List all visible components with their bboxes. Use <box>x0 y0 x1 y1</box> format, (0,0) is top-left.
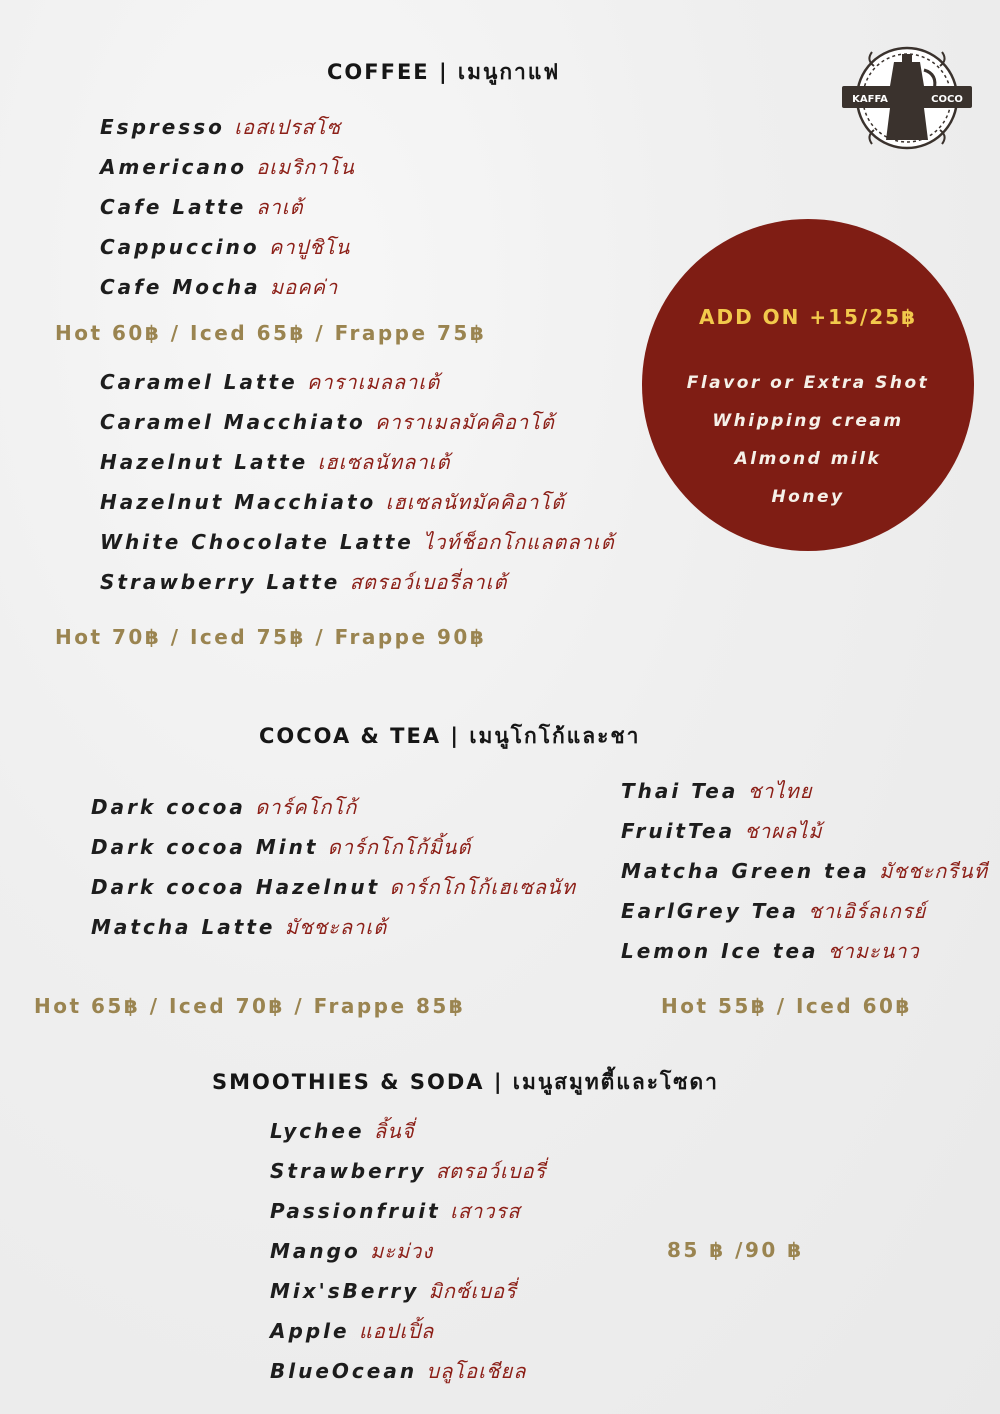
item-name-en: Cafe Latte <box>100 195 257 219</box>
menu-item <box>270 1157 546 1185</box>
item-name-en: Espresso <box>100 115 225 139</box>
item-name-en: Lemon Ice tea <box>621 939 819 963</box>
item-name-th: คาราเมลมัคคิอาโต้ <box>375 410 555 434</box>
menu-item <box>100 193 355 221</box>
item-name-th: มะม่วง <box>370 1239 434 1263</box>
logo-text-right: COCO <box>931 94 963 105</box>
addon-item: Honey <box>771 487 845 507</box>
menu-item <box>91 913 576 941</box>
tea-list <box>621 777 988 965</box>
menu-item <box>100 233 355 261</box>
item-name-en: BlueOcean <box>270 1359 418 1383</box>
coffee-price-1: Hot 60฿ / Iced 65฿ / Frappe 75฿ <box>55 321 487 345</box>
item-name-th: เฮเซลนัทมัคคิอาโต้ <box>385 490 566 514</box>
menu-item <box>621 937 988 965</box>
item-name-en: Caramel Latte <box>100 370 298 394</box>
coffee-list-2 <box>100 368 615 596</box>
smoothies-list <box>270 1117 546 1385</box>
menu-item <box>91 833 576 861</box>
cocoa-list <box>91 793 576 941</box>
item-name-en: Mix'sBerry <box>270 1279 420 1303</box>
item-name-th: ดาร์กโกโก้เฮเซลนัท <box>389 875 576 899</box>
menu-item <box>100 488 615 516</box>
item-name-en: Lychee <box>270 1119 365 1143</box>
item-name-th: สตรอว์เบอรี่ลาเต้ <box>349 570 508 594</box>
item-name-en: Strawberry Latte <box>100 570 341 594</box>
item-name-th: เสาวรส <box>450 1199 521 1223</box>
item-name-th: มัชชะกรีนที <box>879 859 988 883</box>
tea-price: Hot 55฿ / Iced 60฿ <box>661 994 912 1018</box>
item-name-en: Hazelnut Macchiato <box>100 490 377 514</box>
item-name-en: EarlGrey Tea <box>621 899 799 923</box>
item-name-en: Mango <box>270 1239 361 1263</box>
item-name-th: ชาไทย <box>747 779 813 803</box>
item-name-en: Hazelnut Latte <box>100 450 309 474</box>
item-name-en: Cappuccino <box>100 235 260 259</box>
addon-title: ADD ON +15/25฿ <box>699 305 917 329</box>
smoothies-price: 85 ฿ /90 ฿ <box>667 1238 804 1262</box>
menu-item <box>100 368 615 396</box>
item-name-en: Matcha Latte <box>91 915 276 939</box>
menu-item <box>91 873 576 901</box>
menu-item <box>621 897 988 925</box>
item-name-th: ลิ้นจี่ <box>373 1119 415 1143</box>
menu-item <box>270 1277 546 1305</box>
smoothies-section-title: SMOOTHIES & SODA | เมนูสมูทตี้และโซดา <box>212 1070 719 1094</box>
item-name-en: Passionfruit <box>270 1199 441 1223</box>
item-name-en: Thai Tea <box>621 779 739 803</box>
coffee-section-title: COFFEE | เมนูกาแฟ <box>327 60 561 84</box>
kaffa-coco-logo <box>836 42 978 154</box>
logo-text-left: KAFFA <box>852 94 888 105</box>
menu-item <box>270 1117 546 1145</box>
moka-pot-icon <box>836 42 978 154</box>
item-name-th: ชาเอิร์ลเกรย์ <box>808 899 927 923</box>
addon-item: Flavor or Extra Shot <box>686 373 930 393</box>
item-name-th: ดาร์คโกโก้ <box>255 795 358 819</box>
item-name-th: สตรอว์เบอรี่ <box>435 1159 547 1183</box>
menu-item <box>270 1197 546 1225</box>
menu-item <box>100 528 615 556</box>
item-name-th: เอสเปรสโซ <box>234 115 342 139</box>
item-name-th: มิกซ์เบอรี่ <box>428 1279 517 1303</box>
item-name-en: FruitTea <box>621 819 736 843</box>
addon-item: Almond milk <box>734 449 882 469</box>
item-name-th: ลาเต้ <box>256 195 304 219</box>
item-name-en: Americano <box>100 155 247 179</box>
item-name-th: มอคค่า <box>270 275 339 299</box>
menu-item <box>91 793 576 821</box>
menu-item <box>100 408 615 436</box>
item-name-th: แอปเปิ้ล <box>358 1319 435 1343</box>
item-name-th: บลูโอเชียล <box>426 1359 527 1383</box>
item-name-en: Dark cocoa Hazelnut <box>91 875 381 899</box>
item-name-th: ชามะนาว <box>827 939 920 963</box>
addon-item: Whipping cream <box>712 411 904 431</box>
menu-item <box>621 777 988 805</box>
item-name-en: Matcha Green tea <box>621 859 870 883</box>
menu-item <box>100 448 615 476</box>
item-name-th: ชาผลไม้ <box>744 819 823 843</box>
item-name-en: Caramel Macchiato <box>100 410 366 434</box>
coffee-price-2: Hot 70฿ / Iced 75฿ / Frappe 90฿ <box>55 625 487 649</box>
cocoa-tea-section-title: COCOA & TEA | เมนูโกโก้และชา <box>259 724 641 748</box>
item-name-th: คาปูชิโน <box>268 235 351 259</box>
coffee-list-1 <box>100 113 355 301</box>
item-name-en: Cafe Mocha <box>100 275 261 299</box>
item-name-th: ไวท์ช็อกโกแลตลาเต้ <box>423 530 615 554</box>
item-name-th: อเมริกาโน <box>256 155 355 179</box>
menu-item <box>621 817 988 845</box>
cocoa-price: Hot 65฿ / Iced 70฿ / Frappe 85฿ <box>34 994 466 1018</box>
menu-item <box>270 1317 546 1345</box>
item-name-en: Strawberry <box>270 1159 427 1183</box>
menu-item <box>270 1237 546 1265</box>
item-name-en: Dark cocoa Mint <box>91 835 319 859</box>
menu-item <box>100 153 355 181</box>
item-name-th: มัชชะลาเต้ <box>284 915 388 939</box>
addon-circle <box>642 219 974 551</box>
item-name-th: คาราเมลลาเต้ <box>307 370 441 394</box>
menu-item <box>270 1357 546 1385</box>
item-name-en: Apple <box>270 1319 350 1343</box>
item-name-en: Dark cocoa <box>91 795 246 819</box>
item-name-en: White Chocolate Latte <box>100 530 414 554</box>
menu-item <box>100 273 355 301</box>
menu-item <box>621 857 988 885</box>
item-name-th: เฮเซลนัทลาเต้ <box>317 450 451 474</box>
menu-item <box>100 568 615 596</box>
menu-item <box>100 113 355 141</box>
item-name-th: ดาร์กโกโก้มิ้นต์ <box>327 835 472 859</box>
